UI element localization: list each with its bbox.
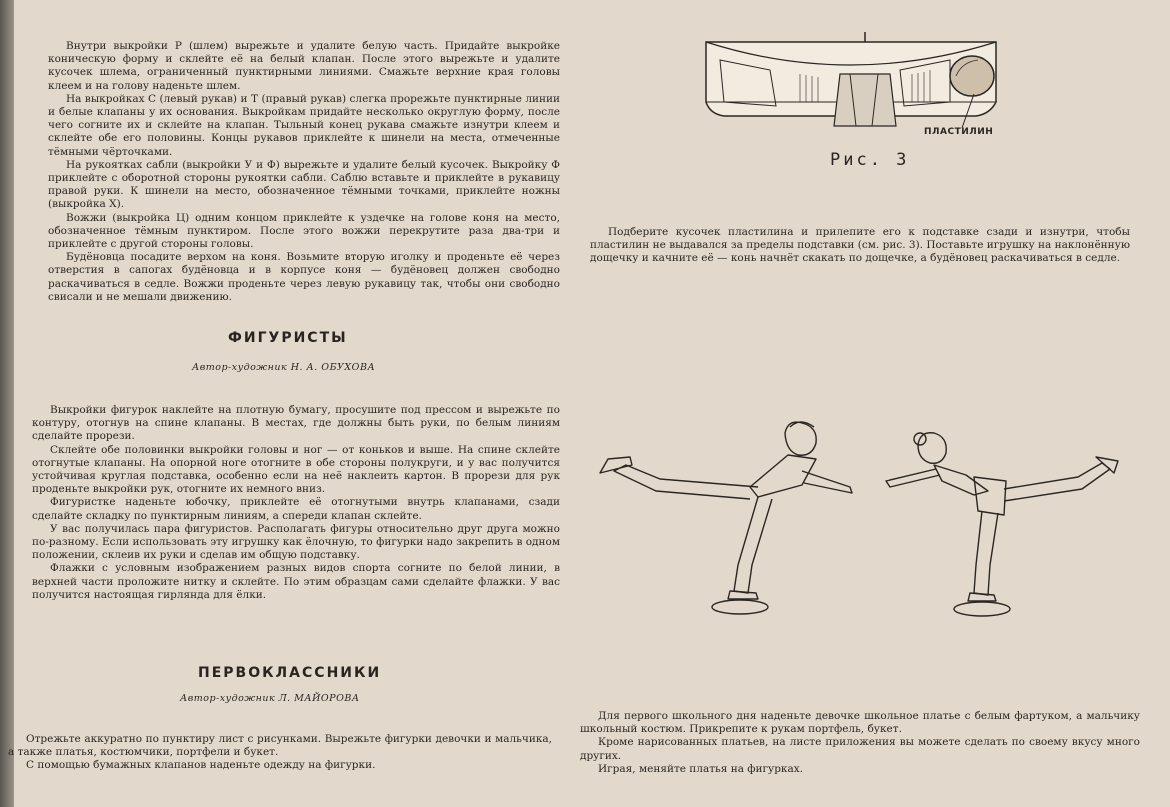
- paragraph: Внутри выкройки Р (шлем) вырежьте и удалите белую часть. Придайте выкройке коническую форму и склейте её на белый клапан. После этого вырежьте и удалите кусочек шлема, ограниченный пунктирными линиями. Смажьте верхние края головы клеем и на голову наденьте шлем.: [48, 40, 560, 92]
- figure-3-drawing: [700, 30, 1010, 140]
- section-title-skaters: ФИГУРИСТЫ: [228, 330, 348, 346]
- paragraph: С помощью бумажных клапанов наденьте одежду на фигурки.: [26, 759, 376, 772]
- boy-body: [750, 455, 816, 497]
- paragraph: Играя, меняйте платья на фигурках.: [598, 762, 804, 775]
- skaters-text: [32, 404, 560, 602]
- section-title-first-graders: ПЕРВОКЛАССНИКИ: [198, 665, 382, 681]
- paragraph: Подберите кусочек пластилина и прилепите его к подставке сзади и изнутри, чтобы пластилин не выдавался за пределы подставки (см. рис. 3). Поставьте игрушку на наклонённую дощечку и качните её — конь начнёт скакать по дощечке, а будёновец раскачиваться в седле.: [590, 226, 1130, 265]
- book-spine: [0, 0, 14, 807]
- paragraph: Флажки с условным изображением разных видов спорта согните по белой линии, в верхней части проложите нитку и склейте. По этим образцам сами сделайте флажки. У вас получится настоящая гирлянда для ёлки.: [32, 562, 560, 601]
- girl-skirt: [974, 477, 1006, 515]
- first-graders-right-text: [580, 710, 1140, 776]
- girl-stand: [954, 602, 1010, 616]
- paragraph: Будёновца посадите верхом на коня. Возьмите вторую иголку и проденьте её через отверстия в сапогах будёновца и в корпусе коня — будёновец должен свободно раскачиваться в седле. Вожжи проденьте через левую рукавицу так, чтобы они свободно свисали и не мешали движению.: [48, 251, 560, 303]
- paragraph: Для первого школьного дня наденьте девочке школьное платье с белым фартуком, а мальчику школьный костюм. Прикрепите к рукам портфель, букет.: [580, 710, 1140, 736]
- boy-stand: [712, 600, 768, 614]
- boy-back-leg: [614, 465, 758, 499]
- figure-3-caption: Рис. 3: [830, 150, 910, 170]
- girl-head: [918, 433, 946, 464]
- plasticine-label: ПЛАСТИЛИН: [924, 127, 994, 137]
- paragraph: Выкройки фигурок наклейте на плотную бумагу, просушите под прессом и вырежьте по контуру, отогнув на спине клапаны. В местах, где должны быть руки, по белым линиям сделайте прорези.: [32, 404, 560, 443]
- author-skaters: Автор-художник Н. А. ОБУХОВА: [192, 362, 376, 373]
- paragraph: Вожжи (выкройка Ц) одним концом приклейте к уздечке на голове коня на место, обозначенное тёмным пунктиром. После этого вожжи перекрутите раза два-три и приклейте с другой стороны головы.: [48, 211, 560, 251]
- girl-back-leg: [1004, 463, 1110, 501]
- top-left-text: [48, 40, 560, 304]
- author-first-graders: Автор-художник Л. МАЙОРОВА: [180, 693, 360, 704]
- girl-standing-leg: [974, 511, 998, 595]
- girl-body: [934, 465, 988, 495]
- boy-head: [785, 422, 816, 455]
- skaters-illustration: [590, 415, 1130, 625]
- boy-standing-leg: [734, 497, 772, 593]
- paragraph: На рукоятках сабли (выкройки У и Ф) вырежьте и удалите белый кусочек. Выкройку Ф приклейте с оборотной стороны рукоятки сабли. Саблю вставьте и приклейте в рукавицу правой руки. К шинели на место, обозначенное тёмными точками, приклейте ножны (выкройка Х).: [48, 158, 560, 211]
- boy-arm: [802, 471, 852, 493]
- first-graders-left-text: [8, 733, 552, 773]
- paragraph: Фигуристке наденьте юбочку, приклейте её отогнутыми внутрь клапанами, сзади сделайте складку по пунктирным линиям, а спереди клапан склейте.: [32, 496, 560, 522]
- paragraph: Кроме нарисованных платьев, на листе приложения вы можете сделать по своему вкусу много других.: [580, 736, 1140, 762]
- paragraph: На выкройках С (левый рукав) и Т (правый рукав) слегка прорежьте пунктирные линии и белые клапаны у их основания. Выкройкам придайте несколько округлую форму, после чего согните их и склейте на клапан. Тыльный конец рукава смажьте изнутри клеем и склейте обе его половины. Концы рукавов приклейте к шинели на места, отмеченные тёмными чёрточками.: [48, 92, 560, 158]
- paragraph: Отрежьте аккуратно по пунктиру лист с рисунками. Вырежьте фигурки девочки и мальчика, а также платья, костюмчики, портфели и букет.: [8, 733, 552, 759]
- girl-arm: [886, 469, 940, 487]
- top-right-text: [590, 226, 1130, 266]
- paragraph: Склейте обе половинки выкройки головы и ног — от коньков и выше. На спине склейте отогнутые клапаны. На опорной ноге отогните в обе стороны полукруги, и у вас получится устойчивая круглая подставка, особенно если на неё наклеить картон. В прорези для рук проденьте выкройки рук, отогните их немного вниз.: [32, 443, 560, 496]
- paragraph: У вас получилась пара фигуристов. Располагать фигуры относительно друг друга можно по-разному. Если использовать эту игрушку как ёлочную, то фигурки надо закрепить в одном положении, склеив их руки и сделав им общую подставку.: [32, 522, 560, 562]
